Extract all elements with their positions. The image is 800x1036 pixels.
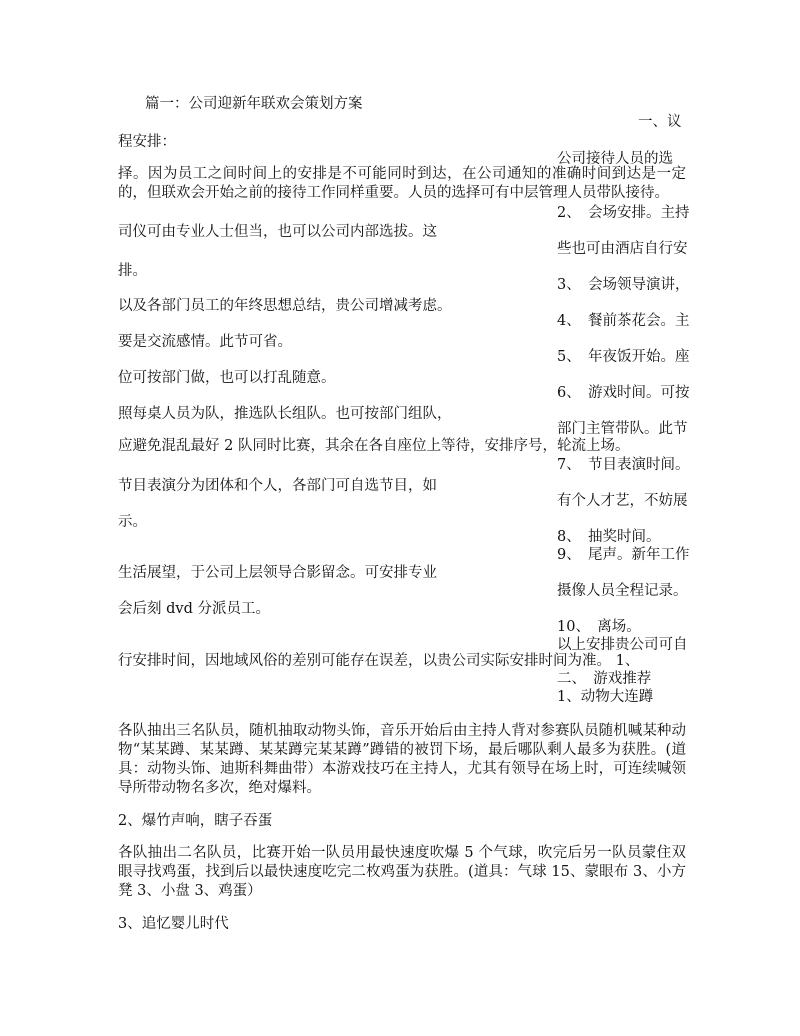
text-line: 节目表演分为团体和个人，各部门可自选节目，如 — [118, 478, 437, 494]
text-line: 照每桌人员为队，推选队长组队。也可按部门组队， — [118, 406, 452, 422]
text-line: 公司接待人员的选 — [557, 151, 673, 167]
list-item-9: 9、 尾声。新年工作 — [557, 547, 690, 563]
list-item-4: 4、 餐前茶花会。主 — [557, 313, 690, 329]
text-line: 以及各部门员工的年终思想总结，贵公司增减考虑。 — [118, 298, 452, 314]
text-line: 有个人才艺，不妨展 — [557, 493, 688, 509]
text-line: 以上安排贵公司可自 — [557, 637, 688, 653]
text-line: 位可按部门做，也可以打乱随意。 — [118, 370, 336, 386]
text-line: 部门主管带队。此节 — [557, 421, 688, 437]
text-line: 示。 — [118, 514, 147, 530]
list-item-7: 7、 节目表演时间。 — [557, 457, 690, 473]
list-item-3: 3、 会场领导演讲， — [557, 277, 690, 293]
doc-title: 篇一：公司迎新年联欢会策划方案 — [145, 96, 363, 112]
section-1-heading: 一、议 — [638, 114, 682, 130]
text-line: 排。 — [118, 263, 147, 279]
text-line: 行安排时间，因地域风俗的差别可能存在误差，以贵公司实际安排时间为准。 1、 — [118, 653, 640, 669]
list-item-6: 6、 游戏时间。可按 — [557, 385, 690, 401]
game-1-heading: 1、动物大连蹲 — [557, 689, 654, 705]
text-line: 生活展望，于公司上层领导合影留念。可安排专业 — [118, 565, 437, 581]
text-line: 摄像人员全程记录。 — [557, 583, 688, 599]
paragraph-game-2: 各队抽出二名队员，比赛开始一队员用最快速度吹爆 5 个气球，吹完后另一队员蒙住双眼寻找鸡蛋，找到后以最快速度吃完二枚鸡蛋为获胜。(道具：气球 15、蒙眼布 3、小方凳 3、小盘 3、鸡蛋） — [118, 845, 686, 899]
text-line: 司仪可由专业人士但当，也可以公司内部选拔。这 — [118, 224, 437, 240]
text-line: 要是交流感情。此节可省。 — [118, 334, 292, 350]
text-line: 会后刻 dvd 分派员工。 — [118, 601, 270, 617]
game-2-heading: 2、爆竹声响，瞎子吞蛋 — [118, 813, 273, 829]
list-item-10: 10、 离场。 — [557, 619, 641, 635]
section-2-heading: 二、 游戏推荐 — [557, 671, 652, 687]
text-line: 些也可由酒店自行安 — [557, 241, 688, 257]
game-3-heading: 3、追忆婴儿时代 — [118, 916, 229, 932]
text-line: 应避免混乱最好 2 队同时比赛，其余在各自座位上等待，安排序号，轮流上场。 — [118, 438, 630, 454]
text-line: 程安排： — [118, 134, 176, 150]
list-item-2: 2、 会场安排。主持 — [557, 205, 690, 221]
list-item-5: 5、 年夜饭开始。座 — [557, 349, 690, 365]
paragraph-game-1: 各队抽出三名队员，随机抽取动物头饰，音乐开始后由主持人背对参赛队员随机喊某种动物“某某蹲、某某蹲、某某蹲完某某蹲”蹲错的被罚下场，最后哪队剩人最多为获胜。(道具：动物头饰、迪斯科舞曲带）本游戏技巧在主持人，尤其有领导在场上时，可连续喊领导所带动物名多次，绝对爆料。 — [118, 723, 686, 796]
list-item-8: 8、 抽奖时间。 — [557, 529, 661, 545]
paragraph-reception: 择。因为员工之间时间上的安排是不可能同时到达，在公司通知的准确时间到达是一定的，但联欢会开始之前的接待工作同样重要。人员的选择可有中层管理人员带队接待。 — [118, 166, 686, 201]
